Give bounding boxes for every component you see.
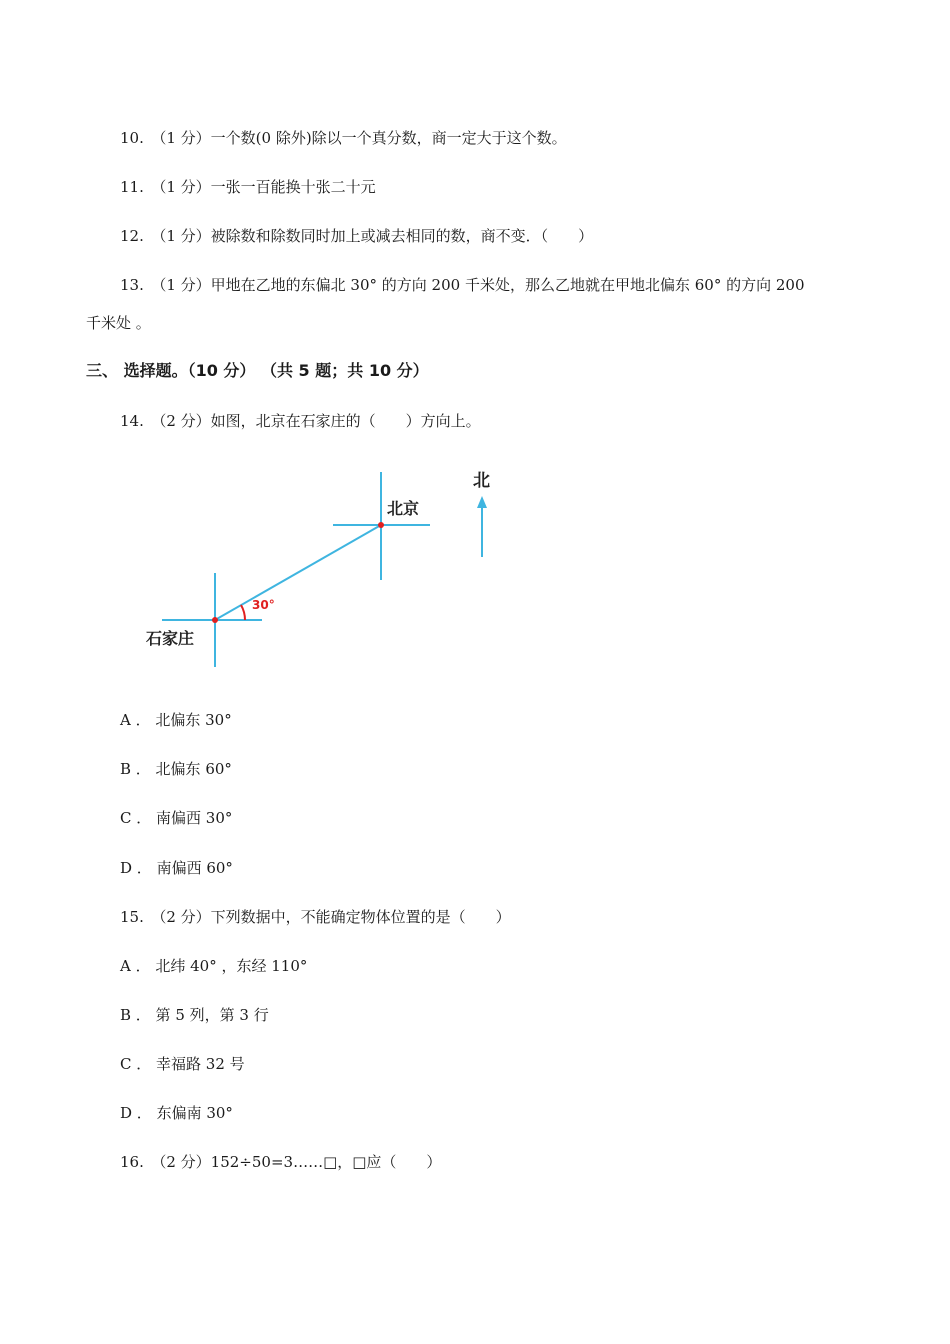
angle-arc: [241, 605, 245, 620]
north-arrow-head: [477, 496, 487, 508]
question-15: 15. （2 分）下列数据中，不能确定物体位置的是（ ）: [120, 908, 511, 926]
q14-option-a[interactable]: A ． 北偏东 30°: [120, 711, 232, 729]
q14-option-b[interactable]: B ． 北偏东 60°: [120, 760, 232, 778]
q15-option-d[interactable]: D ． 东偏南 30°: [120, 1104, 233, 1122]
north-label: 北: [473, 471, 490, 491]
direction-diagram: [140, 462, 520, 672]
question-11: 11. （1 分）一张一百能换十张二十元: [120, 178, 376, 196]
question-13: 13. （1 分）甲地在乙地的东偏北 30° 的方向 200 千米处，那么乙地就在甲地北偏东 60° 的方向 200: [120, 276, 805, 294]
question-13-continuation: 千米处 。: [86, 314, 151, 332]
beijing-point: [378, 522, 384, 528]
q14-option-c[interactable]: C ． 南偏西 30°: [120, 809, 233, 827]
angle-label: 30°: [252, 598, 275, 612]
shijiazhuang-label: 石家庄: [146, 629, 195, 648]
question-12: 12. （1 分）被除数和除数同时加上或减去相同的数，商不变．（ ）: [120, 227, 594, 245]
q15-option-b[interactable]: B ． 第 5 列，第 3 行: [120, 1006, 269, 1024]
question-16: 16. （2 分）152÷50=3……□，□应（ ）: [120, 1153, 442, 1171]
question-14: 14. （2 分）如图，北京在石家庄的（ ）方向上。: [120, 412, 481, 430]
shijiazhuang-point: [212, 617, 218, 623]
question-10: 10. （1 分）一个数(0 除外)除以一个真分数，商一定大于这个数。: [120, 129, 567, 147]
q14-option-d[interactable]: D ． 南偏西 60°: [120, 859, 233, 877]
connecting-line: [215, 525, 381, 620]
section-3-heading: 三、 选择题。（10 分） （共 5 题；共 10 分）: [86, 361, 429, 380]
q15-option-c[interactable]: C ． 幸福路 32 号: [120, 1055, 245, 1073]
q15-option-a[interactable]: A ． 北纬 40° ，东经 110°: [120, 957, 308, 975]
beijing-label: 北京: [387, 499, 420, 518]
